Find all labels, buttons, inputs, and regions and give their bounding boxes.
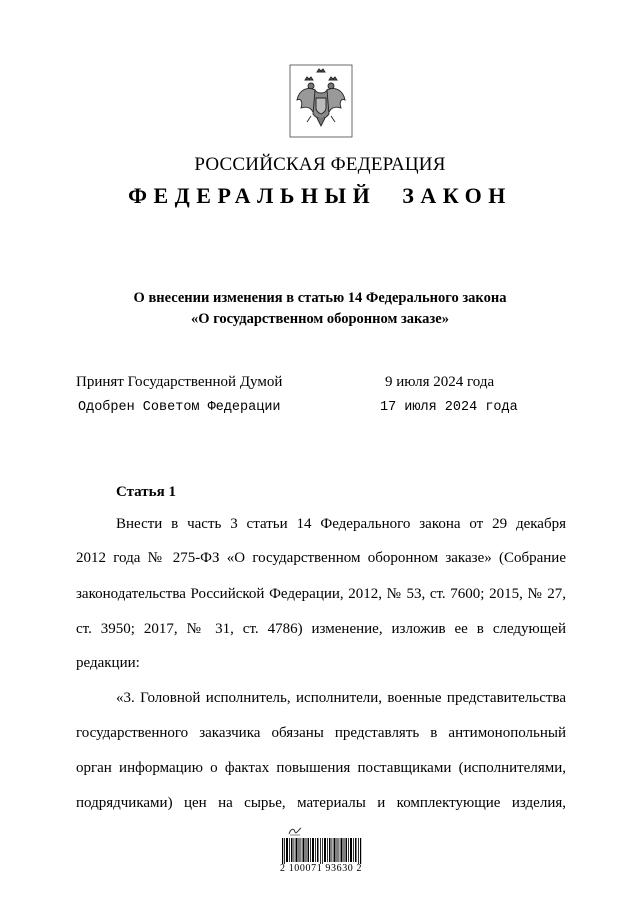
paragraph-line: орган информацию о фактах повышения поставщиками (исполнителями, — [76, 760, 566, 776]
document-title — [0, 288, 640, 330]
paragraph-line: государственного заказчика обязаны представлять в антимонопольный — [76, 725, 566, 741]
paragraph-line: Внести в часть 3 статьи 14 Федерального закона от 29 декабря — [116, 516, 566, 532]
council-approval-date: 17 июля 2024 года — [380, 400, 518, 415]
paragraph-line: 2012 года № 275-ФЗ «О государственном оборонном заказе» (Собрание — [76, 550, 566, 566]
paragraph-line: «3. Головной исполнитель, исполнители, военные представительства — [116, 690, 566, 706]
article-heading: Статья 1 — [116, 484, 176, 500]
document-title-line: О внесении изменения в статью 14 Федерального закона — [133, 290, 507, 306]
paragraph-line: редакции: — [76, 655, 140, 671]
council-approval-label: Одобрен Советом Федерации — [78, 400, 281, 415]
barcode-number: 2 100071 93630 2 — [280, 863, 363, 874]
barcode-icon — [282, 838, 362, 864]
paragraph-line: подрядчиками) цен на сырье, материалы и комплектующие изделия, — [76, 795, 566, 811]
coat-of-arms-icon — [289, 64, 353, 138]
signature-mark-icon — [288, 826, 302, 836]
document-type: ФЕДЕРАЛЬНЫЙ ЗАКОН — [128, 183, 512, 208]
duma-adoption-date: 9 июля 2024 года — [385, 374, 495, 390]
paragraph-line: законодательства Российской Федерации, 2012, № 53, ст. 7600; 2015, № 27, — [76, 586, 566, 602]
paragraph-line: ст. 3950; 2017, № 31, ст. 4786) изменение, изложив ее в следующей — [76, 621, 566, 637]
country-name: РОССИЙСКАЯ ФЕДЕРАЦИЯ — [194, 154, 446, 175]
duma-adoption-label: Принят Государственной Думой — [76, 374, 283, 390]
document-title-line: «О государственном оборонном заказе» — [191, 311, 449, 327]
